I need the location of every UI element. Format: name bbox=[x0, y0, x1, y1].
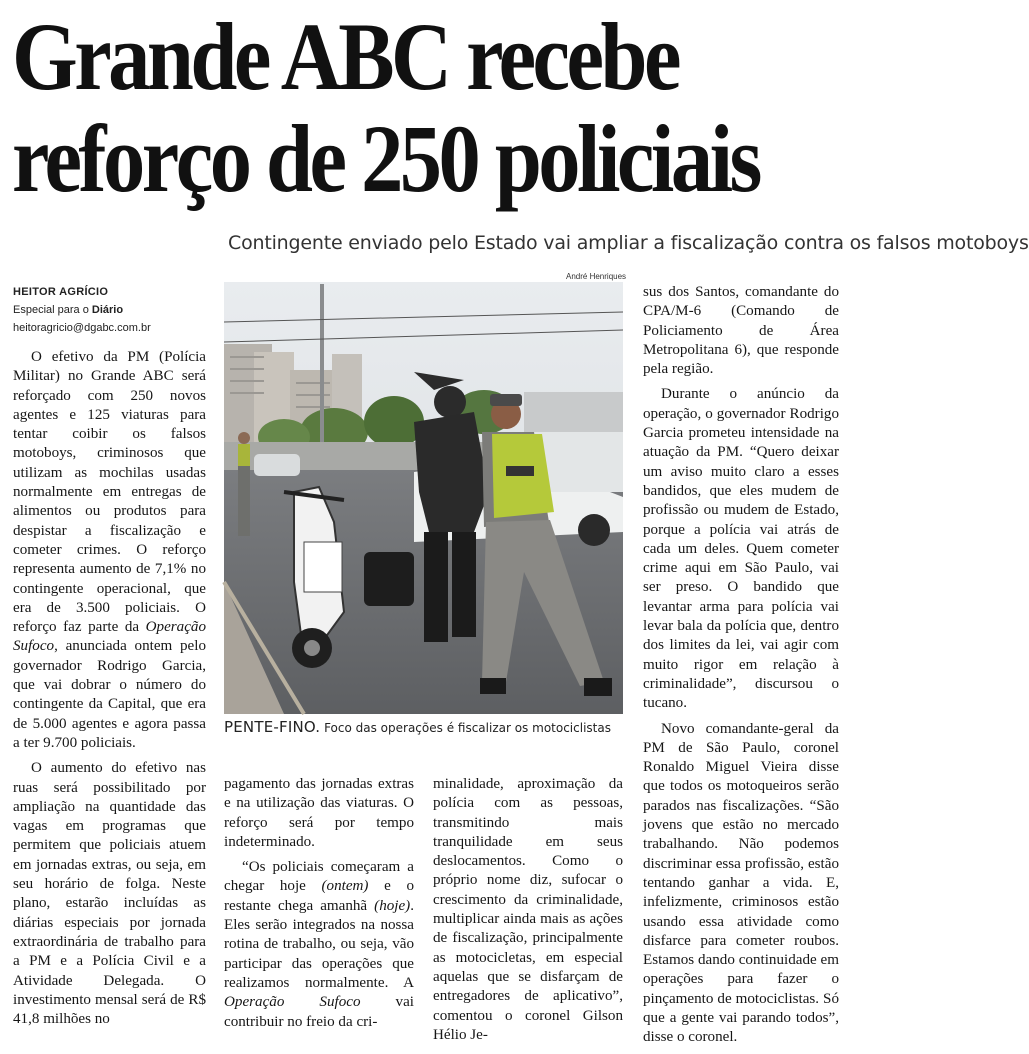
author-name: HEITOR AGRÍCIO bbox=[13, 286, 109, 298]
text-run: vai contribuir no freio da cri- bbox=[224, 994, 414, 1030]
paragraph bbox=[13, 348, 206, 753]
paragraph: sus dos Santos, comandante do CPA/M-6 (Comando de Policiamento de Área Metropolitana 6), que responde pela região. bbox=[643, 284, 839, 378]
news-photo bbox=[224, 282, 623, 714]
text-run-italic: (hoje) bbox=[374, 897, 411, 914]
article-column-1 bbox=[13, 348, 206, 1035]
author-email: heitoragricio@dgabc.com.br bbox=[13, 322, 151, 334]
text-run: O efetivo da PM (Polícia Militar) no Grande ABC será reforçado com 250 novos agentes e 125 viaturas para tentar coibir os falsos motoboys, criminosos que utilizam as mochilas usadas normalmente em entregas de alimentos ou produtos para despistar a fiscalização e cometer crimes. O reforço representa aumento de 7,1% no contingente operacional, que era de 3.500 policiais. O reforço faz parte da bbox=[13, 349, 206, 636]
paragraph: Novo comandante-geral da PM de São Paulo, coronel Ronaldo Miguel Vieira disse que todos os motoqueiros serão parados nas fiscalizações. “São jovens que estão no mercado trabalhando. Não podemos discriminar essa profissão, estão tentando ganhar a vida. E, infelizmente, criminosos estão usando essa atividade como disfarce para cometer roubos. Estamos dando continuidade em operações para fazer o pinçamento de motociclistas. Só que a gente vai parando todos”, disse o coronel. bbox=[643, 720, 839, 1046]
headline-line-1: Grande ABC recebe bbox=[12, 3, 678, 110]
caption-lead: PENTE-FINO. bbox=[224, 718, 321, 736]
author-role-prefix: Especial para o bbox=[13, 304, 92, 316]
caption-text: Foco das operações é fiscalizar os motociclistas bbox=[320, 721, 611, 735]
photo-caption bbox=[224, 718, 624, 736]
photo-credit: André Henriques bbox=[566, 272, 627, 281]
article-column-2 bbox=[224, 775, 414, 1038]
author-role bbox=[13, 301, 151, 319]
article-column-3 bbox=[433, 775, 623, 1051]
paragraph bbox=[224, 858, 414, 1032]
headline-line-2: reforço de 250 policiais bbox=[12, 105, 759, 212]
text-run-italic: (ontem) bbox=[321, 878, 369, 895]
byline bbox=[13, 283, 151, 337]
headline bbox=[12, 3, 759, 212]
text-run: “Os policiais começaram a chegar hoje bbox=[224, 859, 414, 895]
text-run: e o restante chega amanhã bbox=[224, 878, 414, 914]
text-run-italic: Operação Sufoco bbox=[13, 619, 206, 655]
author-role-paper: Diário bbox=[91, 304, 124, 316]
text-run: . Eles serão integrados na nossa rotina de trabalho, ou seja, vão participar das operações que realizamos normalmente. A bbox=[224, 897, 414, 991]
deck-subtitle: Contingente enviado pelo Estado vai ampliar a fiscalização contra os falsos motoboys bbox=[228, 232, 1029, 254]
text-run-italic: Operação Sufoco bbox=[224, 994, 361, 1011]
paragraph: minalidade, aproximação da polícia com as pessoas, transmitindo mais tranquilidade em seus deslocamentos. Como o próprio nome diz, sufocar o crescimento da criminalidade, multiplicar ainda mais as ações de fiscalização, principalmente as motocicletas, em especial aquelas que se disfarçam de entregadores de aplicativo”, comentou o coronel Gilson Hélio Je- bbox=[433, 776, 623, 1043]
paragraph: O aumento do efetivo nas ruas será possibilitado por ampliação na quantidade das vagas em programas que permitem que policiais atuem em jornadas extras, ou seja, em seu horário de folga. Neste plano, estarão incluídas as diárias especiais por jornada extraordinária de trabalho para a PM e a Polícia Civil e a Atividade Delegada. O investimento mensal será de R$ 41,8 milhões no bbox=[13, 760, 206, 1028]
paragraph: Durante o anúncio da operação, o governador Rodrigo Garcia prometeu intensidade na atuação da PM. “Quero deixar um aviso muito claro a esses bandidos, que eles mudem de profissão ou mudem de Estado, porque a polícia vai atrás de cada um deles. Quem cometer crime aqui em São Paulo, vai ser preso. O bandido que levantar arma para polícia vai levar bala da polícia que, dentro dos limites da lei, vai agir com muito rigor em relação à criminalidade”, discursou o tucano. bbox=[643, 386, 839, 712]
paragraph: pagamento das jornadas extras e na utilização das viaturas. O reforço será por tempo indeterminado. bbox=[224, 776, 414, 850]
article-column-4 bbox=[643, 283, 839, 1054]
text-run: , anunciada ontem pelo governador Rodrigo Garcia, que vai dobrar o número do contingente da Capital, que era de 5.000 agentes e agora passa a ter 9.700 policiais. bbox=[13, 638, 206, 751]
